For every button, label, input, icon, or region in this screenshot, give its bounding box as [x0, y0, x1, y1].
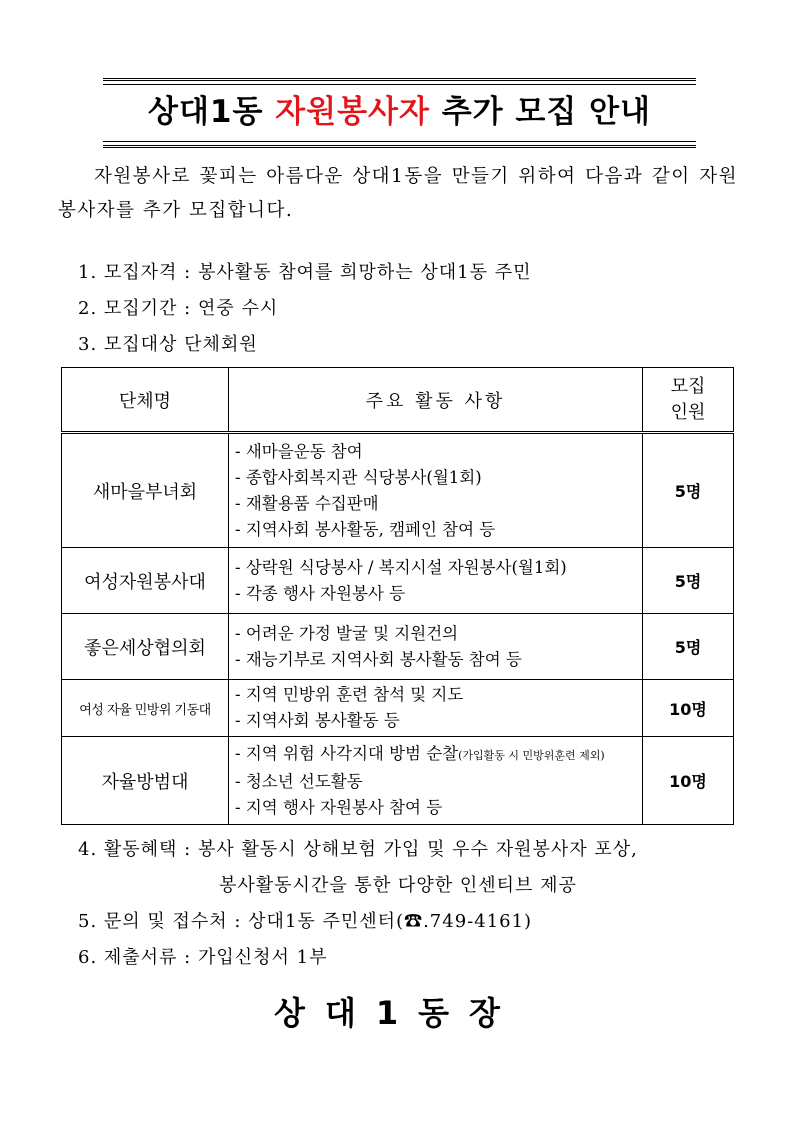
group-count: 5명	[643, 548, 734, 614]
title-highlight: 자원봉사자	[275, 94, 430, 130]
group-count: 5명	[643, 614, 734, 680]
header-count	[643, 368, 734, 433]
activity-item: - 새마을운동 참여	[235, 441, 363, 461]
activity-note: (가입활동 시 민방위훈련 제외)	[458, 748, 605, 762]
group-activities	[229, 680, 643, 737]
intro-paragraph: 자원봉사로 꽃피는 아름다운 상대1동을 만들기 위하여 다음과 같이 자원봉사자를 추가 모집합니다.	[58, 166, 738, 221]
header-count-line2: 인원	[670, 401, 706, 423]
activity-item: - 지역 행사 자원봉사 참여 등	[235, 797, 443, 817]
table-row	[62, 680, 734, 737]
activity-item: - 종합사회복지관 식당봉사(월1회)	[235, 467, 482, 487]
table-row	[62, 548, 734, 614]
page-title	[103, 85, 696, 139]
list-item-target: 3. 모집대상 단체회원	[78, 334, 258, 355]
group-name: 좋은세상협의회	[62, 614, 229, 680]
table-row	[62, 737, 734, 825]
table-header-row	[62, 368, 734, 433]
activity-item: - 재능기부로 지역사회 봉사활동 참여 등	[235, 649, 522, 669]
title-prefix: 상대1동	[148, 94, 276, 130]
activity-item: - 지역사회 봉사활동 등	[235, 711, 400, 730]
activity-item: - 재활용품 수집판매	[235, 493, 379, 513]
activity-main: - 지역 위험 사각지대 방범 순찰	[235, 743, 459, 763]
group-table	[61, 367, 734, 825]
header-count-line1: 모집	[670, 375, 706, 397]
activity-item	[235, 741, 642, 769]
info-list-2	[78, 832, 758, 976]
group-activities	[229, 737, 643, 825]
list-item-qualification: 1. 모집자격 : 봉사활동 참여를 희망하는 상대1동 주민	[78, 262, 532, 283]
info-list	[78, 255, 758, 363]
list-item-documents: 6. 제출서류 : 가입신청서 1부	[78, 947, 328, 968]
activity-item: - 지역 민방위 훈련 참석 및 지도	[235, 685, 464, 704]
activity-item: - 각종 행사 자원봉사 등	[235, 583, 406, 603]
title-suffix: 추가 모집 안내	[429, 94, 651, 130]
activity-item: - 상락원 식당봉사 / 복지시설 자원봉사(월1회)	[235, 557, 567, 577]
title-box	[103, 78, 696, 148]
header-activities: 주요 활동 사항	[229, 368, 643, 433]
group-name: 여성자원봉사대	[62, 548, 229, 614]
list-item-benefit: 4. 활동혜택 : 봉사 활동시 상해보험 가입 및 우수 자원봉사자 포상,	[78, 839, 638, 860]
activity-item: - 청소년 선도활동	[235, 771, 363, 791]
group-name: 자율방범대	[62, 737, 229, 825]
group-count: 5명	[643, 433, 734, 548]
group-count: 10명	[643, 737, 734, 825]
group-name: 새마을부녀회	[62, 433, 229, 548]
list-item-contact: 5. 문의 및 접수처 : 상대1동 주민센터(☎.749-4161)	[78, 911, 533, 932]
header-name: 단체명	[62, 368, 229, 433]
group-name: 여성 자율 민방위 기동대	[62, 680, 229, 737]
activity-item: - 지역사회 봉사활동, 캠페인 참여 등	[235, 519, 496, 539]
list-item-benefit-cont: 봉사활동시간을 통한 다양한 인센티브 제공	[219, 875, 577, 896]
signature-footer: 상대1동장	[274, 994, 520, 1032]
group-activities	[229, 614, 643, 680]
table-row	[62, 614, 734, 680]
activity-item: - 어려운 가정 발굴 및 지원건의	[235, 623, 459, 643]
group-count: 10명	[643, 680, 734, 737]
group-activities	[229, 548, 643, 614]
list-item-period: 2. 모집기간 : 연중 수시	[78, 298, 279, 319]
group-activities	[229, 433, 643, 548]
table-row	[62, 433, 734, 548]
